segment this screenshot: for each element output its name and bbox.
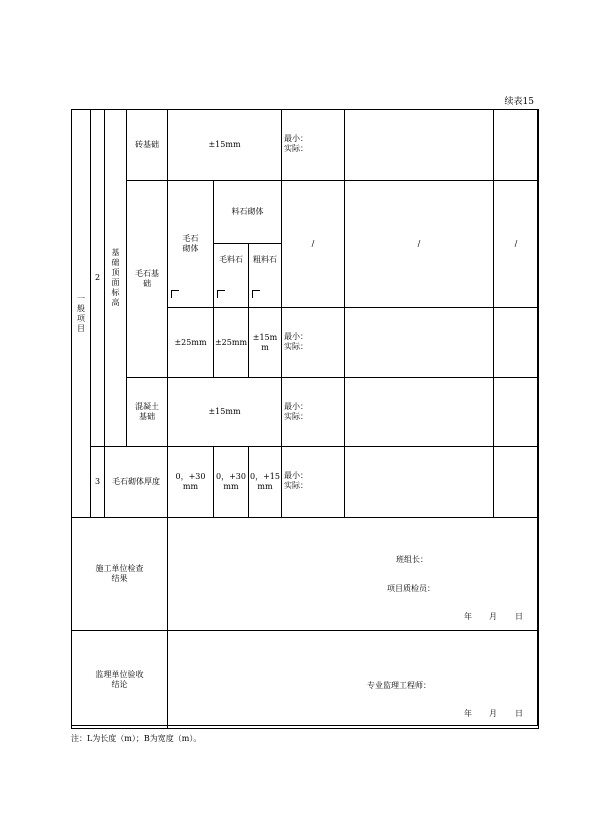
item2-name: 基础顶面标高 <box>111 248 120 307</box>
stone-name-cell <box>127 181 168 378</box>
rough-tolerance: ±25mm <box>214 337 248 347</box>
engineer-label: 专业监理工程师： <box>367 681 431 690</box>
material-header: 料石砌体 <box>231 207 264 216</box>
coarse-tolerance-cell <box>249 308 282 378</box>
team-leader-label: 班组长： <box>396 555 428 564</box>
checkbox-rubble[interactable] <box>171 290 179 298</box>
checkbox-coarse[interactable] <box>252 290 260 298</box>
construction-signature-area <box>168 518 538 630</box>
supervision-day: 日 <box>515 709 523 718</box>
rubble-tolerance: ±25mm <box>174 337 207 347</box>
construction-month: 月 <box>489 612 497 621</box>
thickness-rough-cell <box>214 447 249 518</box>
stone-measure-cell <box>282 308 345 378</box>
material-header-cell <box>214 181 282 244</box>
stone-slash-1: / <box>311 239 315 248</box>
stone-extra-cell[interactable] <box>494 308 539 378</box>
concrete-actual-label: 实际： <box>284 412 309 421</box>
concrete-min-label: 最小： <box>284 402 309 411</box>
rough-header-cell <box>214 244 249 308</box>
rough-tolerance-cell <box>214 308 249 378</box>
construction-result-cell[interactable] <box>168 518 539 631</box>
construction-title: 施工单位检查结果 <box>95 564 144 583</box>
item2-number-cell <box>91 110 105 447</box>
supervision-title: 监理单位验收结论 <box>95 669 144 689</box>
brick-name: 砖基础 <box>135 140 159 149</box>
rubble-header-cell <box>168 181 214 308</box>
stone-slash-cell-2 <box>345 181 494 308</box>
thickness-rough: 0，+30mm <box>216 472 246 491</box>
item2-name-cell <box>105 110 127 447</box>
stone-slash-cell-3 <box>494 181 539 308</box>
supervision-month: 月 <box>489 709 497 718</box>
coarse-tolerance: ±15mm <box>252 332 278 352</box>
concrete-record-cell[interactable] <box>345 378 494 447</box>
thickness-rubble-cell <box>168 447 214 518</box>
inspection-table <box>71 109 539 729</box>
item3-number-cell <box>91 447 105 518</box>
category-cell <box>72 110 91 518</box>
concrete-name-cell <box>127 378 168 447</box>
stone-name: 毛石基础 <box>135 269 159 288</box>
rough-header: 毛料石 <box>219 255 243 264</box>
supervision-result-cell[interactable] <box>168 631 539 729</box>
thickness-record-cell[interactable] <box>345 447 494 518</box>
supervision-title-cell <box>72 631 168 729</box>
concrete-name: 混凝土基础 <box>135 402 159 421</box>
construction-year: 年 <box>464 612 472 621</box>
item3-number: 3 <box>94 477 101 486</box>
coarse-header-cell <box>249 244 282 308</box>
footnote: 注：L为长度（m）；B为宽度（m）。 <box>71 734 202 743</box>
concrete-tolerance: ±15mm <box>208 407 241 416</box>
thickness-actual-label: 实际： <box>284 481 309 490</box>
supervision-signature-area <box>168 631 538 728</box>
stone-record-cell[interactable] <box>345 308 494 378</box>
brick-name-cell <box>127 110 168 181</box>
brick-min-label: 最小： <box>284 134 309 143</box>
concrete-tolerance-cell <box>168 378 282 447</box>
stone-actual-label: 实际： <box>284 342 309 351</box>
category-label: 一般项目 <box>77 293 85 333</box>
brick-measure-cell <box>282 110 345 181</box>
brick-extra-cell[interactable] <box>494 110 539 181</box>
item2-number: 2 <box>94 273 101 282</box>
item3-name: 毛石砌体厚度 <box>112 477 160 486</box>
stone-slash-cell-1 <box>282 181 345 308</box>
stone-min-label: 最小： <box>284 332 309 341</box>
thickness-coarse: 0，+15mm <box>250 472 280 491</box>
coarse-header: 粗料石 <box>253 255 277 264</box>
item3-name-cell <box>105 447 168 518</box>
construction-title-cell <box>72 518 168 631</box>
brick-record-cell[interactable] <box>345 110 494 181</box>
concrete-measure-cell <box>282 378 345 447</box>
brick-actual-label: 实际： <box>284 144 309 153</box>
supervision-year: 年 <box>464 709 472 718</box>
thickness-min-label: 最小： <box>284 471 309 480</box>
rubble-header: 毛石砌体 <box>182 234 199 253</box>
thickness-rubble: 0，+30mm <box>175 472 206 491</box>
rubble-tolerance-cell <box>168 308 214 378</box>
thickness-extra-cell[interactable] <box>494 447 539 518</box>
stone-slash-3: / <box>514 239 518 248</box>
checkbox-rough[interactable] <box>217 290 225 298</box>
concrete-extra-cell[interactable] <box>494 378 539 447</box>
continued-table-label: 续表15 <box>504 97 534 107</box>
thickness-measure-cell <box>282 447 345 518</box>
inspector-label: 项目质检员： <box>387 584 435 593</box>
thickness-coarse-cell <box>249 447 282 518</box>
construction-day: 日 <box>515 612 523 621</box>
stone-slash-2: / <box>417 239 421 248</box>
brick-tolerance-cell <box>168 110 282 181</box>
brick-tolerance: ±15mm <box>208 140 241 149</box>
